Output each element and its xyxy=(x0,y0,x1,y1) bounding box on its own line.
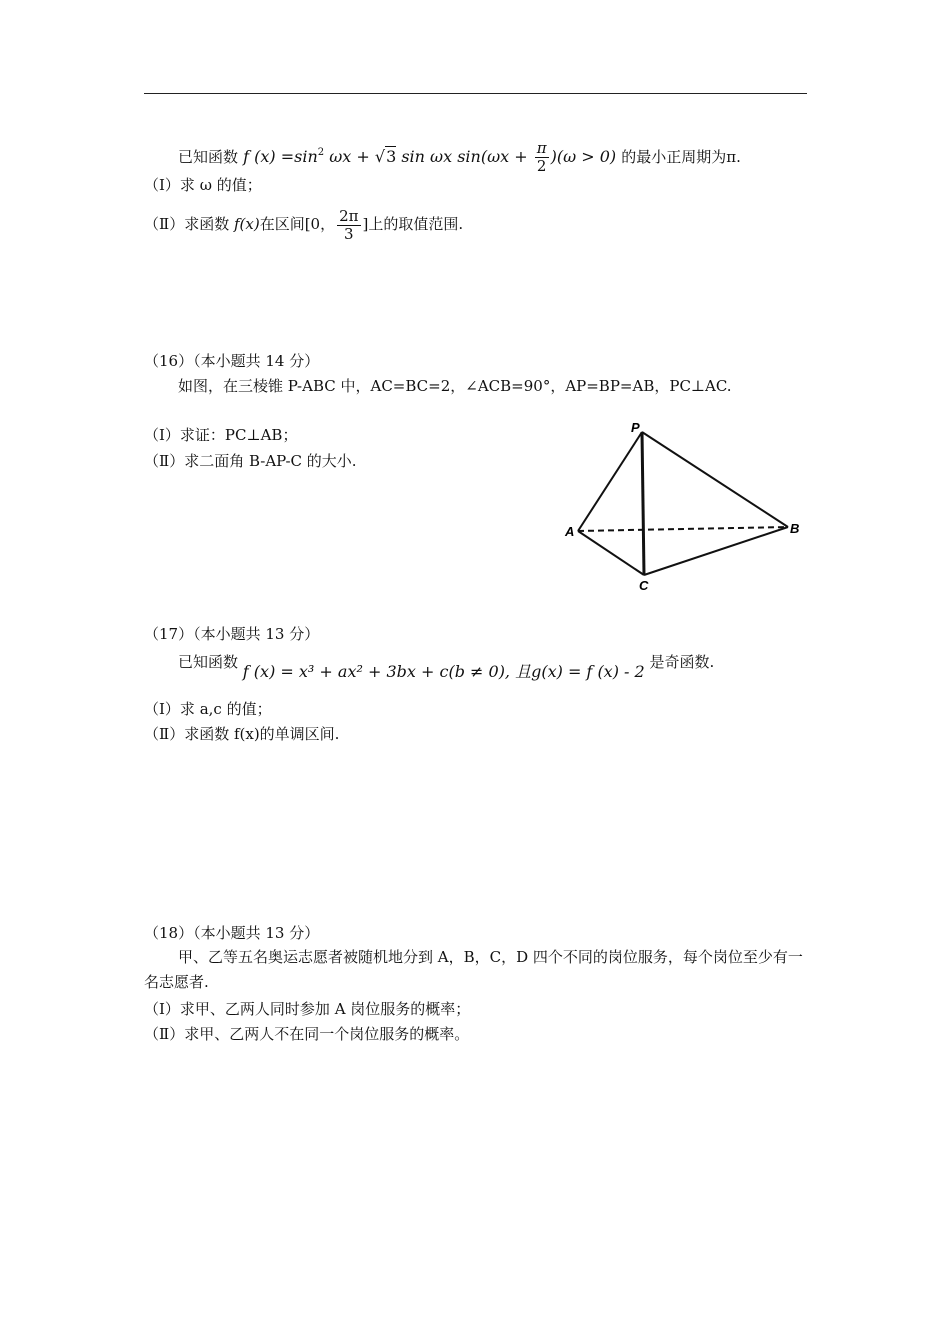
q18-stem: 甲、乙等五名奥运志愿者被随机地分到 A，B，C，D 四个不同的岗位服务，每个岗位至少有一名志愿者. xyxy=(144,948,803,991)
q15-intro: 已知函数 xyxy=(178,148,239,166)
edge-pa xyxy=(578,432,642,531)
label-b: B xyxy=(790,521,800,536)
q15-part2-line xyxy=(144,204,463,244)
q15-part2-mid: 在区间[0， xyxy=(259,215,336,233)
q18-header: （18）（本小题共 13 分） xyxy=(144,924,320,942)
q15-sq: 2 xyxy=(317,147,325,158)
tetrahedron-figure xyxy=(560,415,810,595)
q15-formula-line xyxy=(178,133,741,177)
edge-ac xyxy=(578,531,644,575)
q15-tail: 的最小正周期为π. xyxy=(621,148,741,166)
q17-part2: （Ⅱ）求函数 f(x)的单调区间. xyxy=(144,725,340,743)
q15-part1: （Ⅰ）求 ω 的值； xyxy=(144,176,262,194)
q15-formula-mid2: sin ωx sin(ωx + xyxy=(396,147,533,166)
q15-root: √ xyxy=(374,147,386,166)
edge-pc xyxy=(642,432,644,575)
header-rule xyxy=(144,93,807,94)
q16-header: （16）（本小题共 14 分） xyxy=(144,352,320,370)
q15-part2-num: 2π xyxy=(339,206,359,225)
q15-part2-end: ]上的取值范围. xyxy=(362,215,464,233)
label-p: P xyxy=(631,420,640,435)
q15-formula-mid1: ωx + xyxy=(324,147,375,166)
label-a: A xyxy=(565,524,575,539)
edge-pb xyxy=(642,432,788,527)
q15-part2-pre: （Ⅱ）求函数 xyxy=(144,215,234,233)
q15-interval-fraction xyxy=(337,208,360,243)
q18-part2: （Ⅱ）求甲、乙两人不在同一个岗位服务的概率。 xyxy=(144,1025,470,1043)
q15-formula-lhs: f (x) =sin xyxy=(243,147,318,166)
q16-part1: （Ⅰ）求证：PC⊥AB； xyxy=(144,426,298,444)
q17-header: （17）（本小题共 13 分） xyxy=(144,625,320,643)
q17-formula: f (x) = x³ + ax² + 3bx + c(b ≠ 0), 且g(x) = f (x) - 2 xyxy=(242,662,645,681)
edge-bc xyxy=(644,527,788,575)
q17-intro: 已知函数 xyxy=(178,653,239,671)
q15-formula-end: )(ω > 0) xyxy=(550,147,617,166)
q17-formula-line xyxy=(178,651,715,681)
edge-ab-hidden xyxy=(578,527,788,531)
q15-two: 2 xyxy=(535,157,549,175)
q18-part1: （Ⅰ）求甲、乙两人同时参加 A 岗位服务的概率； xyxy=(144,1000,471,1018)
q15-pi: π xyxy=(536,139,547,157)
q17-tail: 是奇函数. xyxy=(649,653,715,671)
q15-pi-over-2 xyxy=(535,140,549,175)
label-c: C xyxy=(639,578,649,593)
q15-part2-fx: f(x) xyxy=(233,215,260,233)
q16-part2: （Ⅱ）求二面角 B-AP-C 的大小. xyxy=(144,452,357,470)
q15-root-arg: 3 xyxy=(386,147,397,166)
q16-stem: 如图，在三棱锥 P-ABC 中，AC=BC=2，∠ACB=90°，AP=BP=AB，PC⊥AC. xyxy=(178,377,732,395)
q15-part2-den: 3 xyxy=(337,225,360,243)
q17-part1: （Ⅰ）求 a,c 的值； xyxy=(144,700,272,718)
